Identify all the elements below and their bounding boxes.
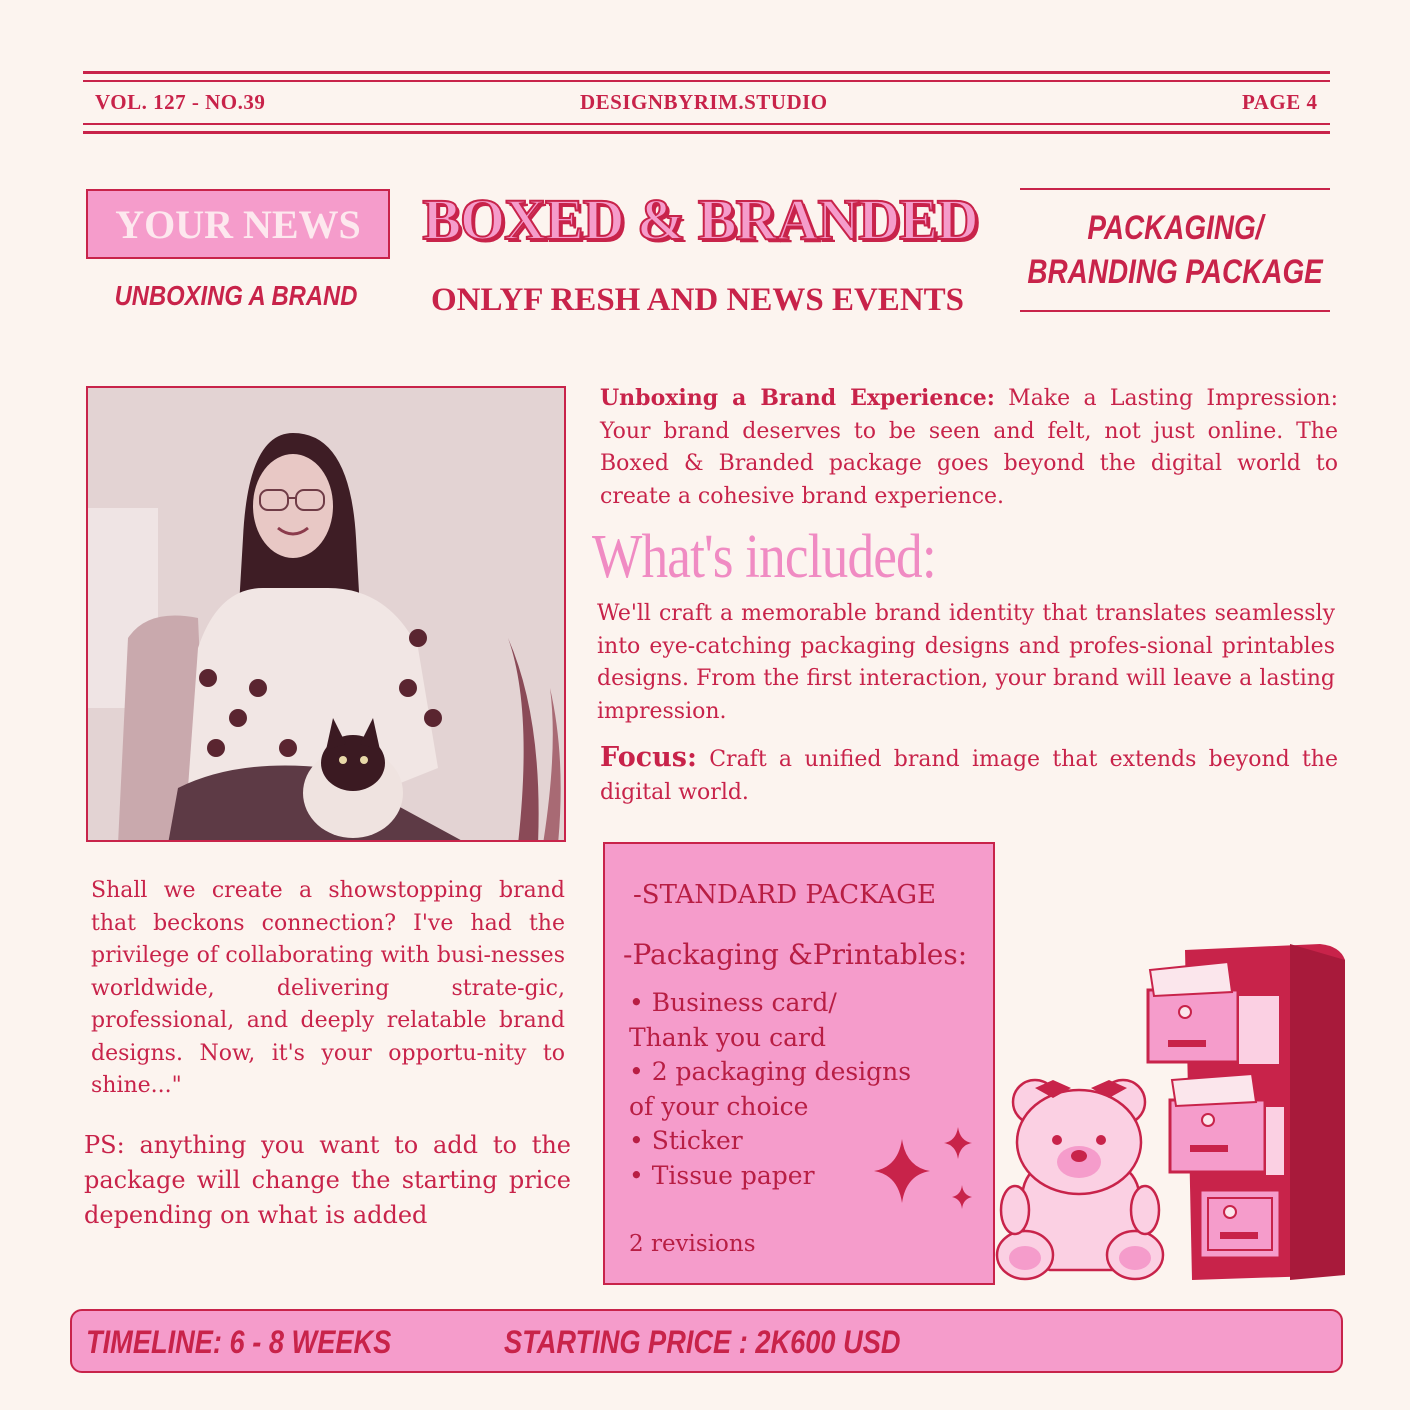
masthead-bottom-rule-2 xyxy=(83,131,1330,134)
quote-paragraph: Shall we create a showstopping brand that beckons connection? I've had the privilege of collaborating with busi-nesses worldwide, delivering strate-gic, professional, and deeply relatable brand designs. Now, it's your opportu-nity to shine..." xyxy=(91,878,565,1098)
masthead-top-rule-2 xyxy=(83,80,1330,82)
focus-paragraph xyxy=(600,742,1338,809)
masthead-volume: VOL. 127 - NO.39 xyxy=(95,90,266,114)
your-news-tag: YOUR NEWS xyxy=(86,189,390,259)
page-title: BOXED & BRANDED xyxy=(422,187,978,252)
filing-cabinet-icon xyxy=(1140,940,1350,1285)
included-paragraph: We'll craft a memorable brand identity that translates seamlessly into eye-catching packaging designs and profes-sional printables designs. From the first interaction, your brand will leave a lasting impression. xyxy=(597,601,1335,724)
masthead-site: DESIGNBYRIM.STUDIO xyxy=(580,90,828,114)
portrait-photo xyxy=(86,386,566,842)
package-item: • Tissue paper xyxy=(629,1160,815,1190)
package-label xyxy=(1020,188,1330,312)
revisions-text: 2 revisions xyxy=(629,1231,756,1257)
focus-text: Craft a unified brand image that extends beyond the digital world. xyxy=(600,747,1338,805)
subtitle-left: UNBOXING A BRAND xyxy=(114,280,358,311)
intro-paragraph xyxy=(600,382,1338,513)
footer-bar xyxy=(70,1309,1343,1373)
package-label-line2: BRANDING PACKAGE xyxy=(1027,253,1323,291)
standard-package-items xyxy=(629,986,911,1193)
standard-package-title: -STANDARD PACKAGE xyxy=(633,880,937,910)
sparkle-icon xyxy=(870,1119,980,1219)
package-item: • Sticker xyxy=(629,1126,743,1155)
masthead-top-rule-1 xyxy=(83,71,1330,74)
subtitle-main: ONLYF RESH AND NEWS EVENTS xyxy=(430,282,965,318)
starting-price-text: STARTING PRICE : 2K600 USD xyxy=(504,1324,901,1360)
intro-text: Make a Lasting Impression: Your brand deserves to be seen and felt, not just online. The Boxed & Branded package goes beyond the digital world to create a cohesive brand experience. xyxy=(600,386,1338,509)
standard-package-box xyxy=(603,842,995,1285)
focus-label: Focus: xyxy=(600,742,697,773)
portrait-illustration xyxy=(88,388,566,842)
included-heading: What's included: xyxy=(592,523,936,591)
intro-label: Unboxing a Brand Experience: xyxy=(600,385,995,411)
standard-package-subtitle: -Packaging &Printables: xyxy=(623,938,968,971)
package-label-line1: PACKAGING/ xyxy=(1086,209,1264,247)
timeline-text: TIMELINE: 6 - 8 WEEKS xyxy=(86,1324,392,1360)
ps-paragraph: PS: anything you want to add to the package will change the starting price depending on what is added xyxy=(84,1131,571,1229)
masthead-page: PAGE 4 xyxy=(1242,90,1318,114)
package-item: • Business card/ xyxy=(629,988,837,1017)
package-item: Thank you card xyxy=(629,1022,826,1052)
masthead-bottom-rule-1 xyxy=(83,123,1330,125)
package-item: • 2 packaging designs xyxy=(629,1057,912,1086)
package-item: of your choice xyxy=(629,1091,809,1121)
